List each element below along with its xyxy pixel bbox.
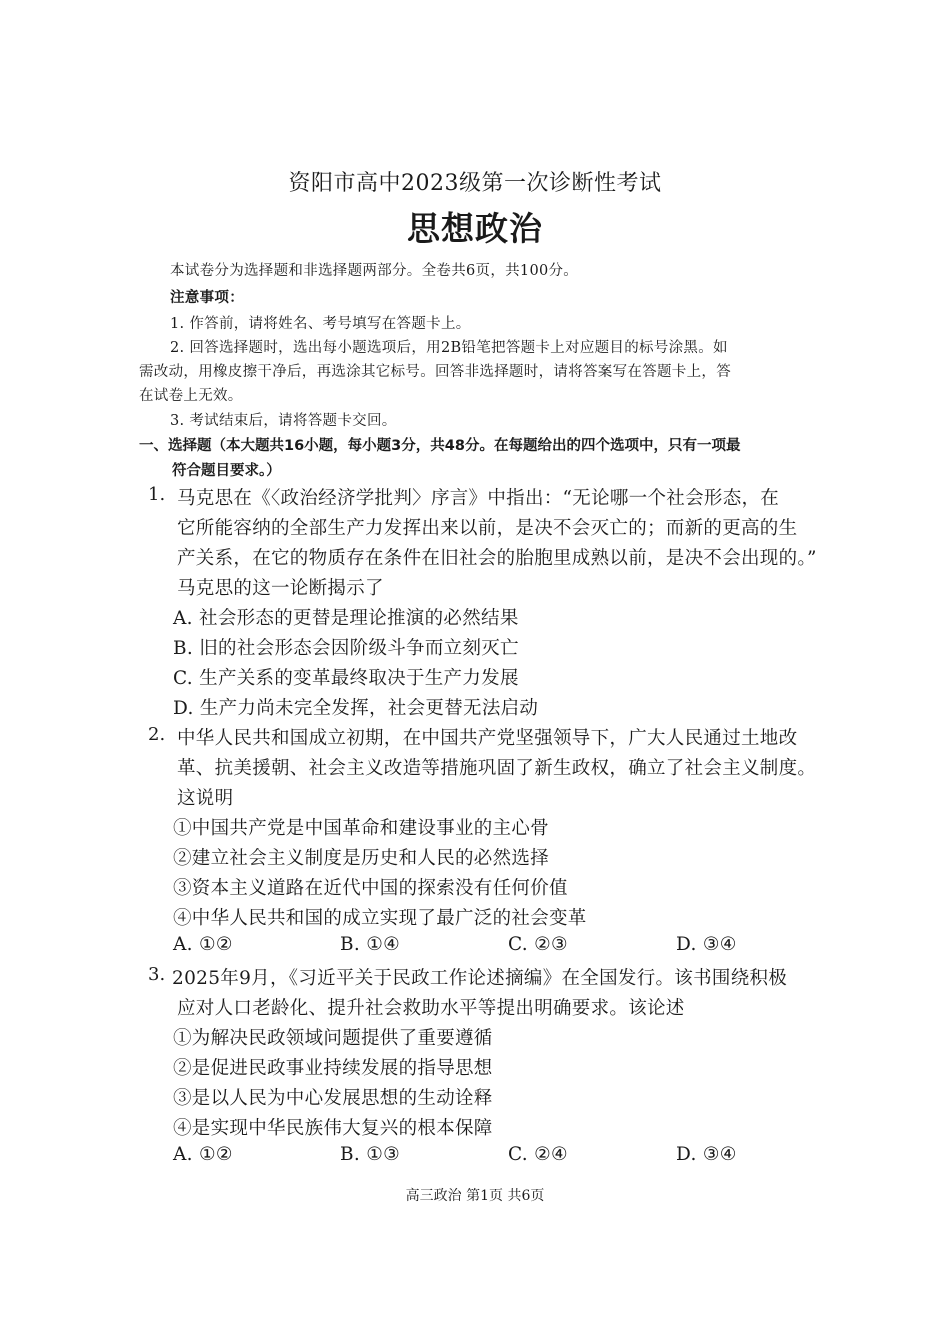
- question-2-statement-1: ①中国共产党是中国革命和建设事业的主心骨: [173, 818, 550, 839]
- question-2-statement-4: ④中华人民共和国的成立实现了最广泛的社会变革: [173, 908, 587, 929]
- notice-item-2-line-2: 需改动，用橡皮擦干净后，再选涂其它标号。回答非选择题时，请将答案写在答题卡上，答: [139, 364, 731, 380]
- question-1-option-b: B. 旧的社会形态会因阶级斗争而立刻灭亡: [173, 638, 519, 659]
- exam-title: 资阳市高中2023级第一次诊断性考试: [288, 171, 662, 196]
- page-footer: 高三政治 第1页 共6页: [405, 1188, 545, 1204]
- notice-item-2-line-1: 2. 回答选择题时，选出每小题选项后，用2B铅笔把答题卡上对应题目的标号涂黑。如: [170, 340, 728, 356]
- question-3-stem-line: 应对人口老龄化、提升社会救助水平等提出明确要求。该论述: [177, 998, 685, 1019]
- question-1-stem-line: 它所能容纳的全部生产力发挥出来以前，是决不会灭亡的；而新的更高的生: [177, 518, 798, 539]
- question-1-number: 1.: [148, 484, 166, 505]
- question-3-statement-3: ③是以人民为中心发展思想的生动诠释: [173, 1088, 493, 1109]
- question-3-number: 3.: [148, 964, 166, 985]
- question-2-stem-line: 这说明: [177, 788, 234, 809]
- question-2-statement-2: ②建立社会主义制度是历史和人民的必然选择: [173, 848, 550, 869]
- question-2-statement-3: ③资本主义道路在近代中国的探索没有任何价值: [173, 878, 568, 899]
- question-3-statement-4: ④是实现中华民族伟大复兴的根本保障: [173, 1118, 493, 1139]
- question-1-option-a: A. 社会形态的更替是理论推演的必然结果: [173, 608, 519, 629]
- question-1-stem-line: 马克思在《〈政治经济学批判〉序言》中指出：“无论哪一个社会形态，在: [177, 488, 780, 509]
- question-2-stem-line: 中华人民共和国成立初期，在中国共产党坚强领导下，广大人民通过土地改: [177, 728, 798, 749]
- question-2-choice-d: D. ③④: [676, 934, 737, 955]
- question-3-choice-a: A. ①②: [173, 1144, 233, 1165]
- section-heading-line-2: 符合题目要求。）: [172, 463, 281, 479]
- section-heading-line-1: 一、选择题（本大题共16小题，每小题3分，共48分。在每题给出的四个选项中，只有一项最: [139, 438, 741, 454]
- exam-intro: 本试卷分为选择题和非选择题两部分。全卷共6页，共100分。: [170, 263, 579, 279]
- question-1-option-d: D. 生产力尚未完全发挥，社会更替无法启动: [173, 698, 539, 719]
- question-2-choice-b: B. ①④: [340, 934, 401, 955]
- question-3-stem-line: 2025年9月，《习近平关于民政工作论述摘编》在全国发行。该书围绕积极: [172, 968, 788, 989]
- subject-title: 思想政治: [407, 209, 543, 248]
- question-2-stem-line: 革、抗美援朝、社会主义改造等措施巩固了新生政权，确立了社会主义制度。: [177, 758, 817, 779]
- question-1-stem-line: 马克思的这一论断揭示了: [177, 578, 384, 599]
- question-3-choice-c: C. ②④: [508, 1144, 568, 1165]
- notice-title: 注意事项：: [170, 290, 244, 306]
- notice-item-2-line-3: 在试卷上无效。: [139, 388, 243, 404]
- question-3-statement-1: ①为解决民政领域问题提供了重要遵循: [173, 1028, 493, 1049]
- question-3-choice-b: B. ①③: [340, 1144, 401, 1165]
- question-2-number: 2.: [148, 724, 166, 745]
- question-3-statement-2: ②是促进民政事业持续发展的指导思想: [173, 1058, 493, 1079]
- notice-item-1: 1. 作答前，请将姓名、考号填写在答题卡上。: [170, 316, 471, 332]
- notice-item-3: 3. 考试结束后，请将答题卡交回。: [170, 413, 397, 429]
- question-2-choice-a: A. ①②: [173, 934, 233, 955]
- question-2-choice-c: C. ②③: [508, 934, 568, 955]
- question-1-option-c: C. 生产关系的变革最终取决于生产力发展: [173, 668, 519, 689]
- question-3-choice-d: D. ③④: [676, 1144, 737, 1165]
- question-1-stem-line: 产关系，在它的物质存在条件在旧社会的胎胞里成熟以前，是决不会出现的。”: [177, 548, 817, 569]
